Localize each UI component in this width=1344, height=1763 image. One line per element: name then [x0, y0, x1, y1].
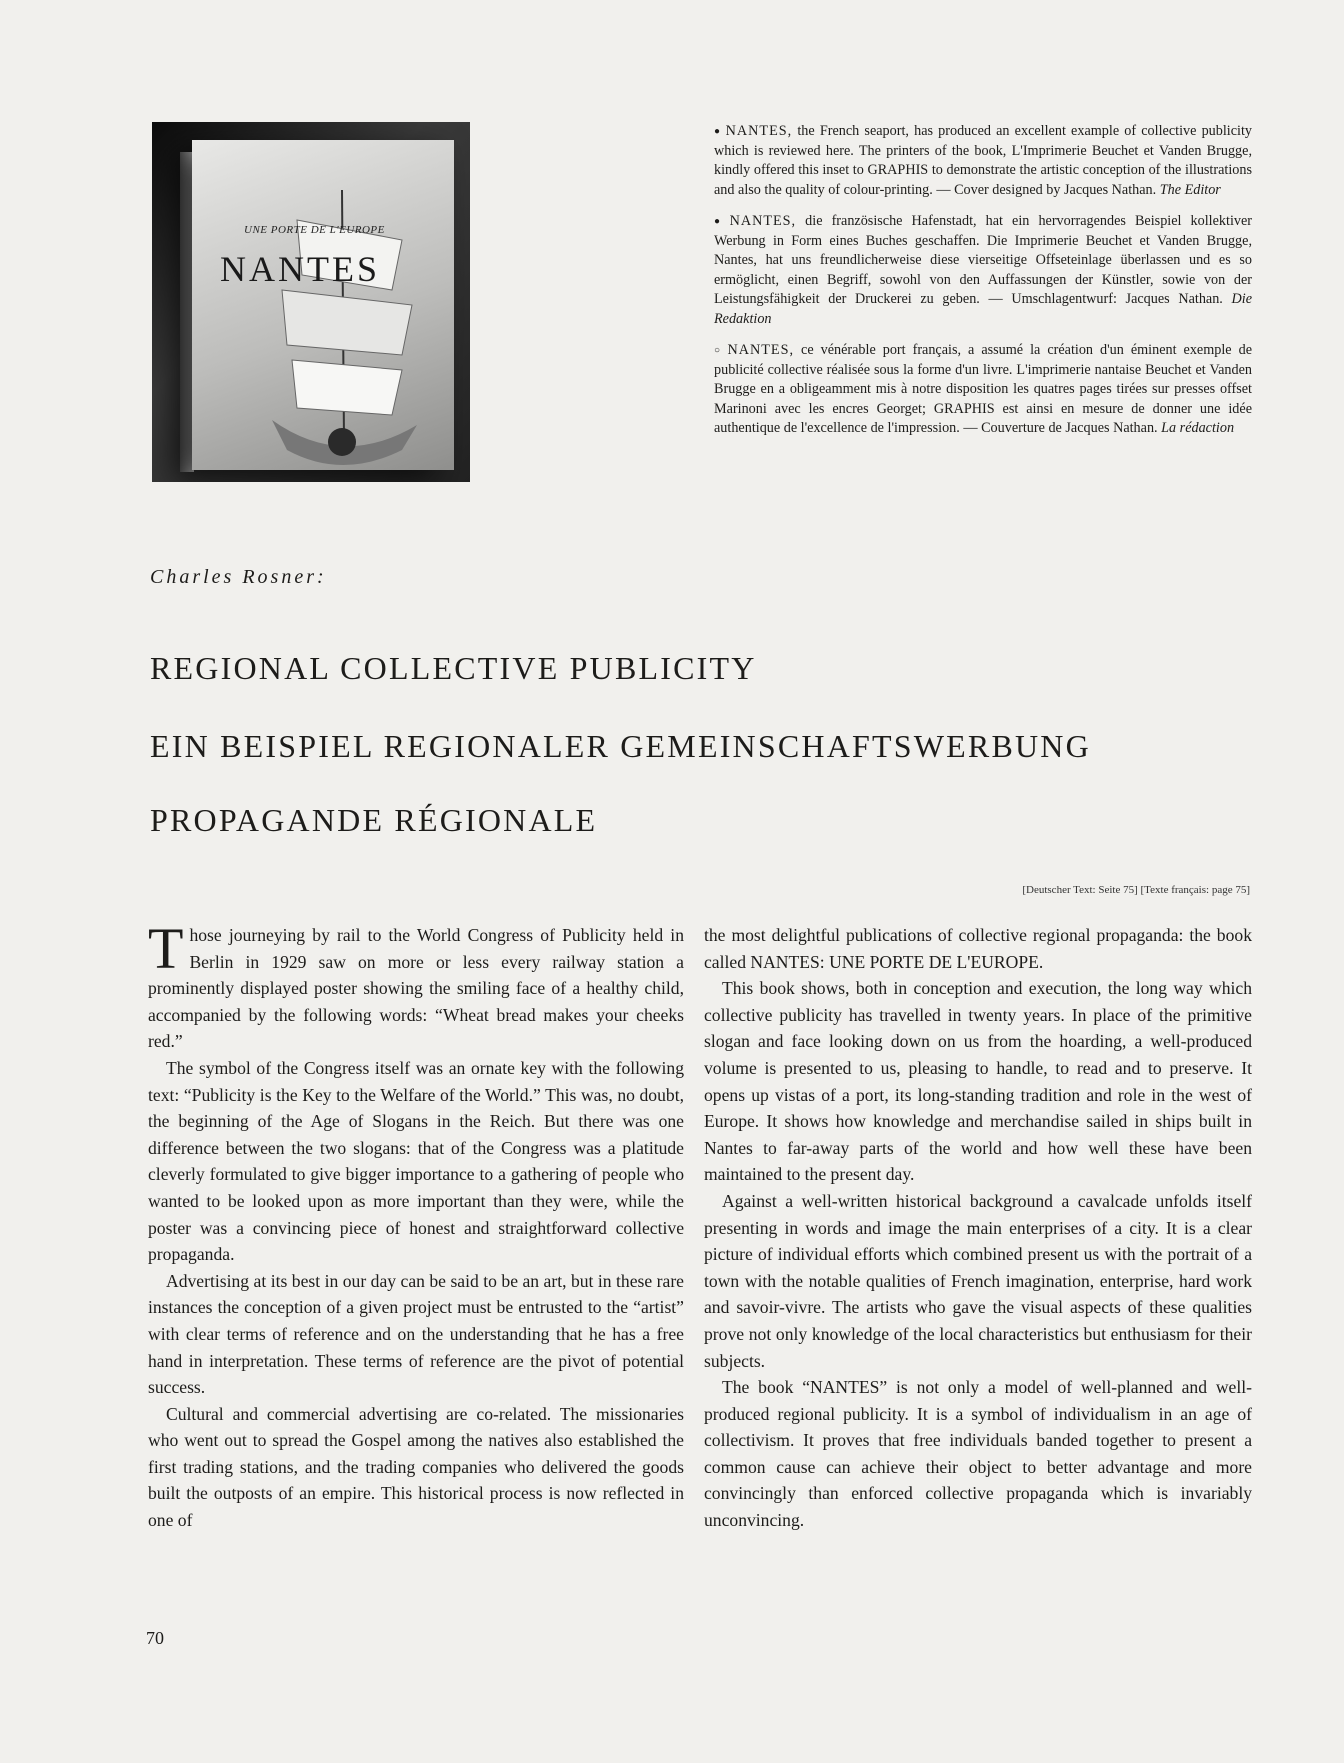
cover-title: NANTES: [220, 249, 380, 289]
book-cover: [192, 140, 454, 470]
cover-subtitle: UNE PORTE DE L'EUROPE: [244, 224, 385, 236]
article-column-left: [148, 916, 684, 1534]
intro-french: [714, 341, 1252, 439]
drop-cap: T: [148, 916, 184, 981]
author-name: Charles Rosner:: [150, 566, 327, 588]
article-paragraph: Cultural and commercial advertising are co-related. The missionaries who went out to spread the Gospel among the natives also established the first trading stations, and the trading companies who delivered the goods built the outposts of an empire. This historical process is now reflected in one of: [148, 1403, 684, 1531]
book-cover-photo: [152, 122, 470, 482]
article-paragraph: Against a well-written historical background a cavalcade unfolds itself presenting in words and image the main enterprises of a city. It is a clear picture of individual efforts which combined present us with the portrait of a town with the notable qualities of French imagination, enterprise, hard work and savoir-vivre. The artists who gave the visual aspects of these qualities prove not only knowledge of the local characteristics but enthusiasm for their subjects.: [704, 1190, 1252, 1371]
intro-german: [714, 212, 1252, 329]
intro-signature: The Editor: [1159, 181, 1221, 198]
intro-lead: NANTES,: [727, 342, 795, 358]
heading-english: REGIONAL COLLECTIVE PUBLICITY: [150, 650, 757, 686]
bullet-icon: ●: [714, 126, 722, 137]
intro-body: the French seaport, has produced an excellent example of collective publicity which is reviewed here. The printers of the book, L'Imprimerie Beuchet et Vanden Brugge, kindly offered this inset to GRAPHIS to demonstrate the artistic conception of the illustrations and also the quality of colour-printing. — Cover designed by Jacques Nathan.: [714, 123, 1253, 198]
page-number: 70: [146, 1628, 164, 1648]
article-paragraph: This book shows, both in conception and execution, the long way which collective publicity has travelled in twenty years. In place of the primitive slogan and face looking down on us from the hoarding, a well-produced volume is presented to us, pleasing to handle, to read and to preserve. It opens up vistas of a port, its long-standing tradition and role in the west of Europe. It shows how knowledge and merchandise sailed in ships built in Nantes to far-away parts of the world and how well these have been maintained to the present day.: [704, 978, 1252, 1185]
intro-lead: NANTES,: [725, 123, 793, 139]
article-paragraph: [148, 916, 684, 1055]
heading-french: PROPAGANDE RÉGIONALE: [150, 802, 598, 838]
intro-notes: [714, 122, 1252, 451]
article-column-right: [704, 922, 1252, 1534]
intro-english: [714, 122, 1252, 200]
paragraph-text: hose journeying by rail to the World Congress of Publicity held in Berlin in 1929 saw on more or less every railway station a prominently displayed poster showing the smiling face of a healthy child, accompanied by the following words: “Wheat bread makes your cheeks red.”: [148, 925, 684, 1052]
intro-body: die französische Hafenstadt, hat ein hervorragendes Beispiel kollektiver Werbung in Form eines Buches geschaffen. Die Imprimerie Beuchet et Vanden Brugge, Nantes, hat uns freundlicherweise diese vierseitige Offseteinlage überlassen und es so ermöglicht, einen Begriff, sowohl von den Auffassungen der Künstler, sowie von der Leistungsfähigkeit der Druckerei zu geben. — Umschlagentwurf: Jacques Nathan.: [714, 213, 1252, 307]
intro-signature: Die Redaktion: [714, 291, 1253, 327]
bullet-icon: ●: [714, 216, 726, 227]
intro-lead: NANTES,: [729, 213, 797, 229]
article-paragraph: Advertising at its best in our day can be said to be an art, but in these rare instances the conception of a given project must be entrusted to the “artist” with clear terms of reference and on the understanding that he has a free hand in interpretation. These terms of reference are the pivot of potential success.: [148, 1270, 684, 1398]
translation-references: [Deutscher Text: Seite 75] [Texte français: page 75]: [1022, 884, 1250, 896]
article-paragraph: the most delightful publications of collective regional propaganda: the book called NANTES: UNE PORTE DE L'EUROPE.: [704, 925, 1252, 972]
intro-body: ce vénérable port français, a assumé la création d'un éminent exemple de publicité collective réalisée sous la forme d'un livre. L'imprimerie nantaise Beuchet et Vanden Brugge en a obligeamment mis à notre disposition les quatres pages tirées sur presses offset Marinoni avec les encres Georget; GRAPHIS est ainsi en mesure de donner une idée authentique de l'excellence de l'impression. — Couverture de Jacques Nathan.: [714, 342, 1252, 436]
heading-german: EIN BEISPIEL REGIONALER GEMEINSCHAFTSWERBUNG: [150, 728, 1091, 764]
bullet-icon: ○: [714, 345, 724, 356]
article-paragraph: The book “NANTES” is not only a model of well-planned and well-produced regional publicity. It is a symbol of individualism in an age of collectivism. It proves that free individuals banded together to present a common cause can achieve their object to better advantage and more convincingly than enforced collective propaganda which is invariably unconvincing.: [704, 1377, 1252, 1531]
article-paragraph: The symbol of the Congress itself was an ornate key with the following text: “Publicity is the Key to the Welfare of the World.” This was, no doubt, the beginning of the Age of Slogans in the Reich. But there was one difference between the two slogans: that of the Congress was a platitude cleverly formulated to give bigger importance to a gathering of people who wanted to be looked upon as more important than they were, while the poster was a convincing piece of honest and straightforward collective propaganda.: [148, 1057, 684, 1265]
intro-signature: La rédaction: [1161, 420, 1235, 436]
